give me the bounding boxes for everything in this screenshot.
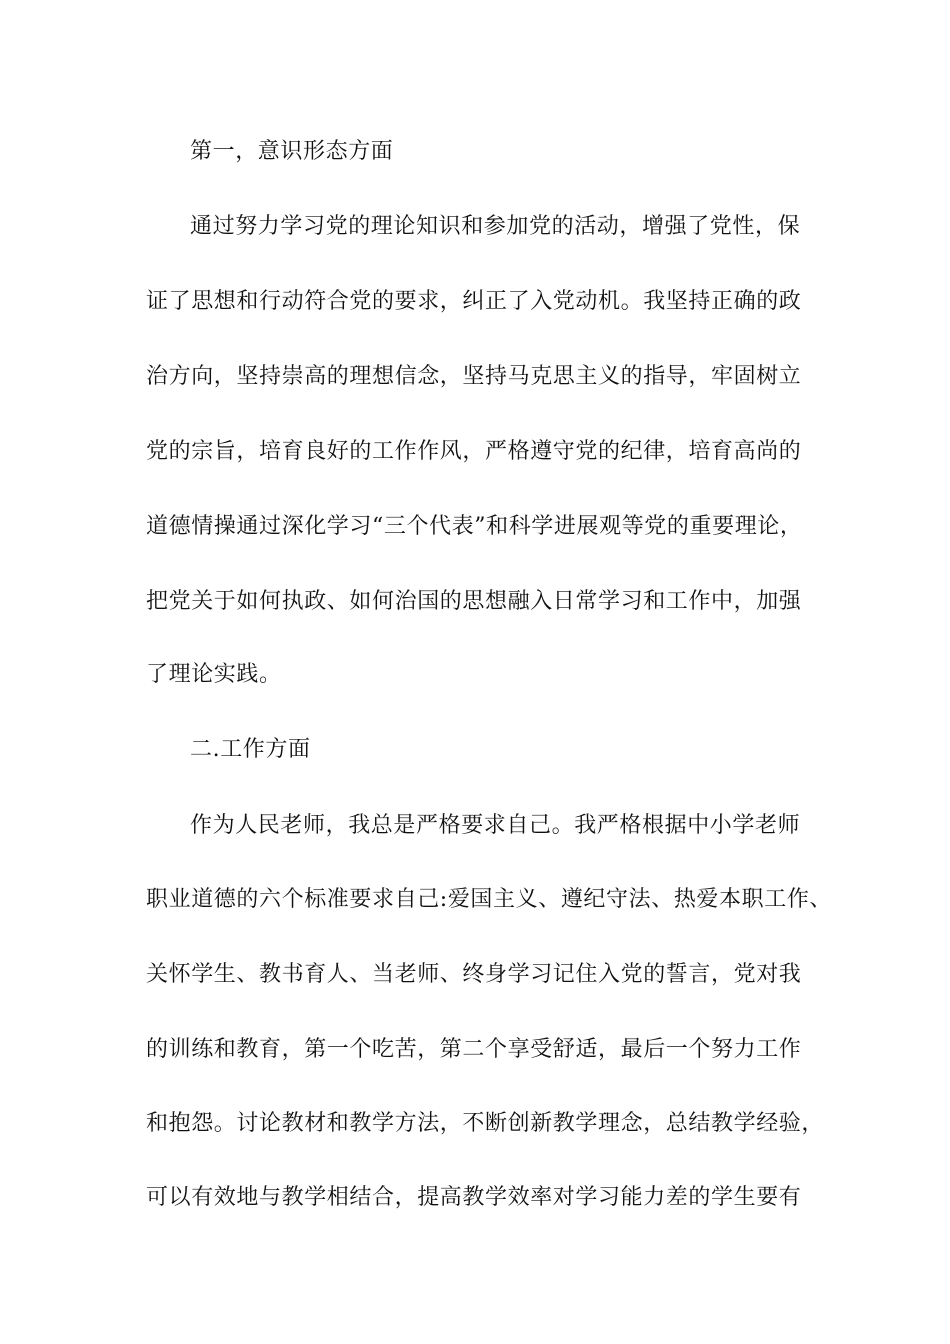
paragraph-line: 作为人民老师，我总是严格要求自己。我严格根据中小学老师: [190, 813, 801, 838]
paragraph-line: 道德情操通过深化学习“三个代表”和科学进展观等党的重要理论，: [146, 514, 803, 539]
paragraph-line: 和抱怨。讨论教材和教学方法，不断创新教学理念，总结教学经验，: [146, 1111, 825, 1136]
paragraph-line: 的训练和教育，第一个吃苦，第二个享受舒适，最后一个努力工作: [146, 1037, 802, 1062]
paragraph-line: 关怀学生、教书育人、当老师、终身学习记住入党的誓言，党对我: [146, 962, 802, 987]
paragraph-line: 证了思想和行动符合党的要求，纠正了入党动机。我坚持正确的政: [146, 289, 802, 314]
section-heading-work: 二.工作方面: [190, 737, 311, 762]
paragraph-line: 治方向，坚持崇高的理想信念，坚持马克思主义的指导，牢固树立: [146, 364, 802, 389]
paragraph-line: 可以有效地与教学相结合，提高教学效率对学习能力差的学生要有: [146, 1185, 802, 1210]
paragraph-line: 职业道德的六个标准要求自己:爱国主义、遵纪守法、热爱本职工作、: [146, 887, 833, 912]
paragraph-line: 把党关于如何执政、如何治国的思想融入日常学习和工作中，加强: [146, 589, 802, 614]
paragraph-line: 党的宗旨，培育良好的工作作风，严格遵守党的纪律，培育高尚的: [146, 439, 802, 464]
paragraph-line: 了理论实践。: [146, 662, 282, 687]
section-heading-ideology: 第一，意识形态方面: [190, 139, 394, 164]
paragraph-line: 通过努力学习党的理论知识和参加党的活动，增强了党性，保: [190, 214, 801, 239]
